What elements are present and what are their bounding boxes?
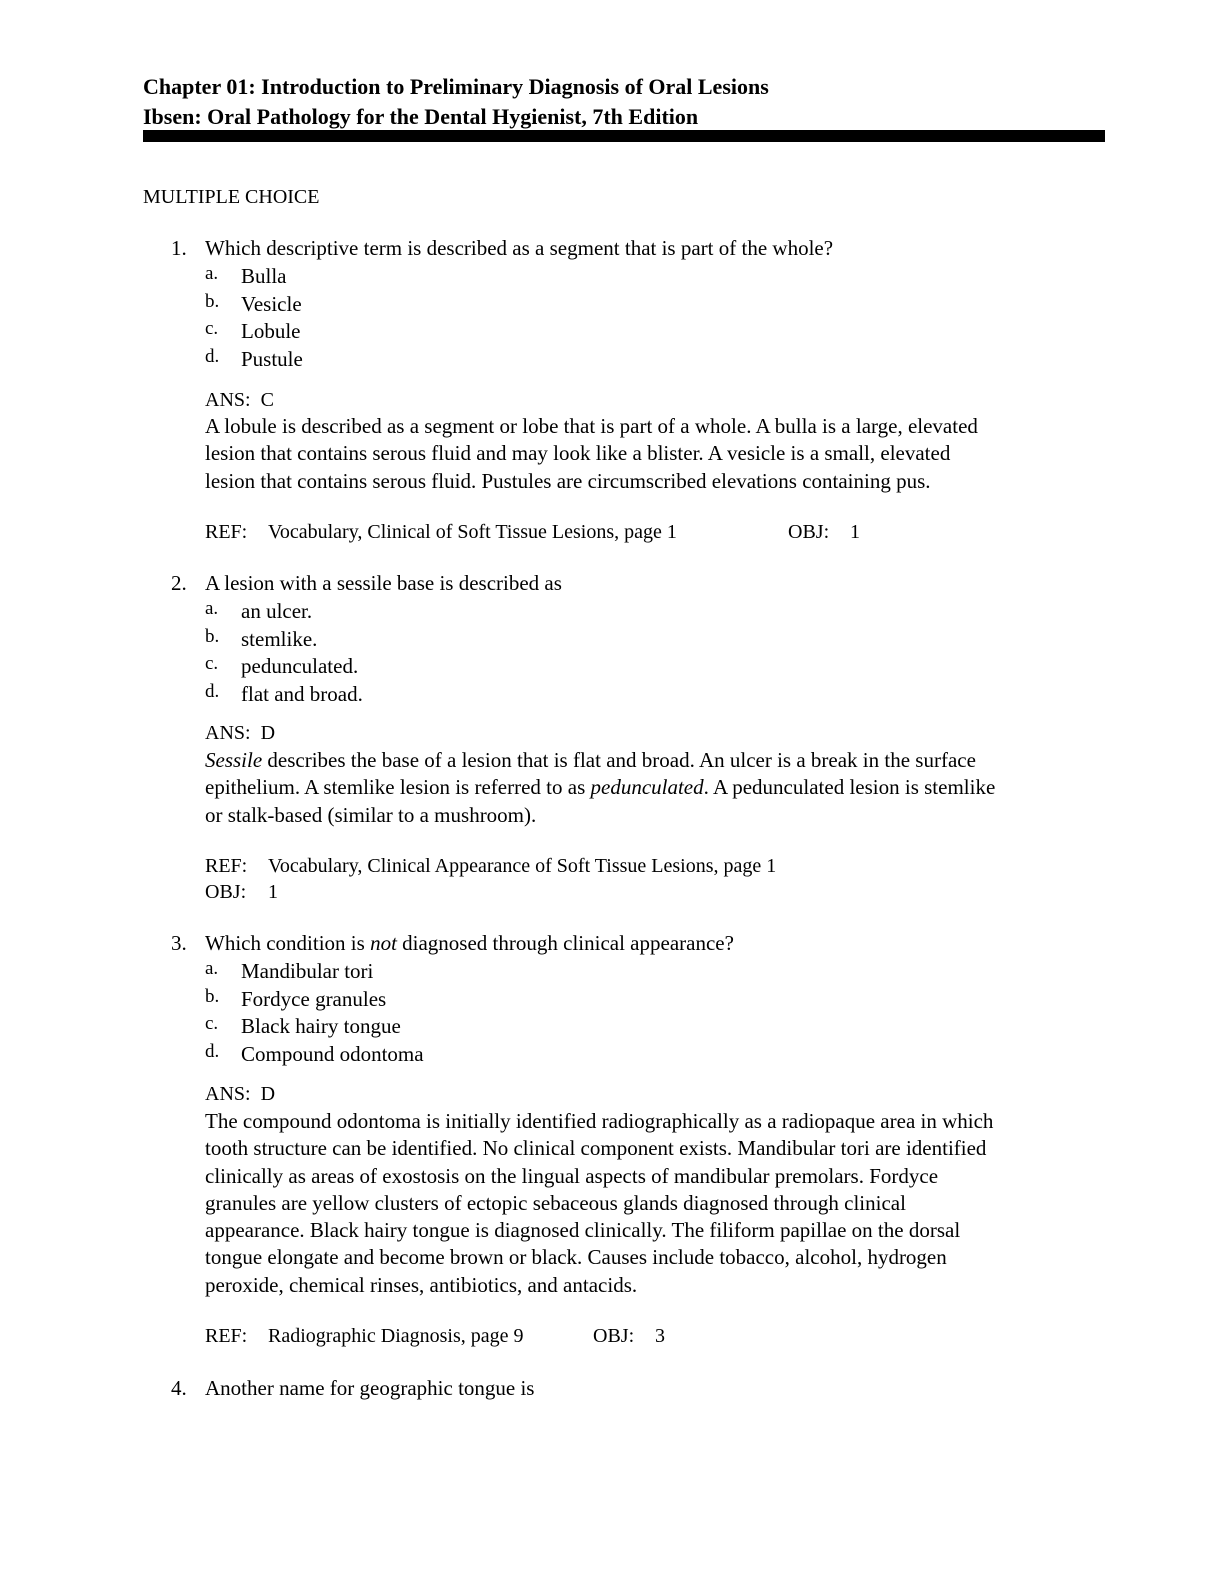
choice-text: Compound odontoma [241, 1041, 424, 1066]
answer-value: D [260, 722, 276, 744]
ref-value: Vocabulary, Clinical Appearance of Soft Tissue Lesions, page 1 [268, 855, 777, 877]
choice-letter: b. [205, 290, 220, 312]
rationale-line: granules are yellow clusters of ectopic sebaceous glands diagnosed through clinical [205, 1190, 906, 1215]
choice-text: Pustule [241, 346, 303, 371]
answer-label: ANS: [205, 1083, 251, 1105]
question-number: 1. [171, 236, 187, 260]
rationale-line: lesion that contains serous fluid and may look like a blister. A vesicle is a small, elevated [205, 441, 951, 466]
rationale-line: tongue elongate and become brown or black. Causes include tobacco, alcohol, hydrogen [205, 1245, 947, 1270]
rationale-line: epithelium. A stemlike lesion is referred to as pedunculated. A pedunculated lesion is stemlike [205, 775, 996, 800]
choice-letter: a. [205, 598, 219, 619]
choice-letter: d. [205, 345, 220, 367]
rationale-line: peroxide, chemical rinses, antibiotics, and antacids. [205, 1272, 638, 1297]
objective-line [205, 879, 278, 905]
rationale-line: lesion that contains serous fluid. Pustules are circumscribed elevations containing pus. [205, 468, 931, 493]
obj-value: 3 [655, 1325, 665, 1347]
choice-text: stemlike. [241, 626, 318, 651]
choice-text: Fordyce granules [241, 986, 387, 1011]
choice-text: pedunculated. [241, 654, 359, 678]
obj-value: 1 [268, 881, 278, 903]
choice-text: Vesicle [241, 291, 302, 316]
obj-label: OBJ: [593, 1325, 635, 1347]
question-stem: Another name for geographic tongue is [205, 1376, 535, 1400]
rationale-line: A lobule is described as a segment or lobe that is part of a whole. A bulla is a large, elevated [205, 414, 978, 438]
header-rule [143, 130, 1105, 142]
choice-letter: b. [205, 625, 220, 647]
question-number: 2. [171, 571, 187, 595]
rationale-line: tooth structure can be identified. No clinical component exists. Mandibular tori are identified [205, 1136, 987, 1161]
choice-letter: d. [205, 680, 220, 702]
chapter-title: Chapter 01: Introduction to Preliminary Diagnosis of Oral Lesions [143, 74, 769, 99]
answer-value: D [260, 1083, 276, 1105]
question-number: 4. [171, 1376, 187, 1400]
question-number: 3. [171, 931, 187, 955]
choice-text: Bulla [241, 264, 287, 288]
answer-line [205, 387, 274, 413]
document-header [143, 72, 1105, 132]
rationale-line: or stalk-based (similar to a mushroom). [205, 802, 537, 827]
choice-letter: b. [205, 985, 220, 1007]
obj-label: OBJ: [788, 521, 830, 543]
choice-text: Black hairy tongue [241, 1014, 401, 1038]
choice-letter: a. [205, 263, 219, 284]
italic-term: pedunculated [590, 775, 704, 800]
question-stem: Which condition is not diagnosed through clinical appearance? [205, 931, 734, 955]
choice-text: Lobule [241, 319, 301, 343]
question-stem: Which descriptive term is described as a segment that is part of the whole? [205, 236, 834, 260]
choice-letter: a. [205, 958, 219, 979]
rationale-line: Sessile describes the base of a lesion that is flat and broad. An ulcer is a break in the surface [205, 748, 976, 772]
choice-text: an ulcer. [241, 599, 313, 623]
question-stem: A lesion with a sessile base is described as [205, 571, 562, 595]
ref-label: REF: [205, 855, 248, 877]
italic-term: not [370, 931, 397, 955]
reference-line [205, 519, 860, 545]
ref-label: REF: [205, 521, 248, 543]
ref-value: Vocabulary, Clinical of Soft Tissue Lesions, page 1 [268, 521, 677, 543]
rationale-line: The compound odontoma is initially identified radiographically as a radiopaque area in which [205, 1109, 994, 1133]
ref-label: REF: [205, 1325, 248, 1347]
rationale-line: appearance. Black hairy tongue is diagnosed clinically. The filiform papillae on the dorsal [205, 1218, 961, 1243]
choice-letter: c. [205, 318, 219, 339]
rationale [205, 1108, 1105, 1299]
answer-line [205, 720, 275, 746]
book-title: Ibsen: Oral Pathology for the Dental Hygienist, 7th Edition [143, 104, 699, 129]
ref-value: Radiographic Diagnosis, page 9 [268, 1325, 524, 1347]
choice-text: Mandibular tori [241, 959, 374, 983]
choice-letter: c. [205, 1013, 219, 1034]
obj-label: OBJ: [205, 881, 247, 903]
answer-label: ANS: [205, 722, 251, 744]
choice-letter: c. [205, 653, 219, 674]
section-title: MULTIPLE CHOICE [143, 186, 320, 208]
answer-line [205, 1081, 275, 1107]
reference-line [205, 1323, 665, 1349]
obj-value: 1 [850, 521, 860, 543]
answer-label: ANS: [205, 389, 251, 411]
rationale-line: clinically as areas of exostosis on the lingual aspects of mandibular premolars. Fordyce [205, 1163, 939, 1188]
rationale [205, 413, 1105, 495]
italic-term: Sessile [205, 748, 263, 772]
answer-value: C [260, 389, 274, 411]
choice-letter: d. [205, 1040, 220, 1062]
reference-line [205, 853, 776, 879]
rationale [205, 747, 1105, 829]
choice-text: flat and broad. [241, 681, 363, 706]
